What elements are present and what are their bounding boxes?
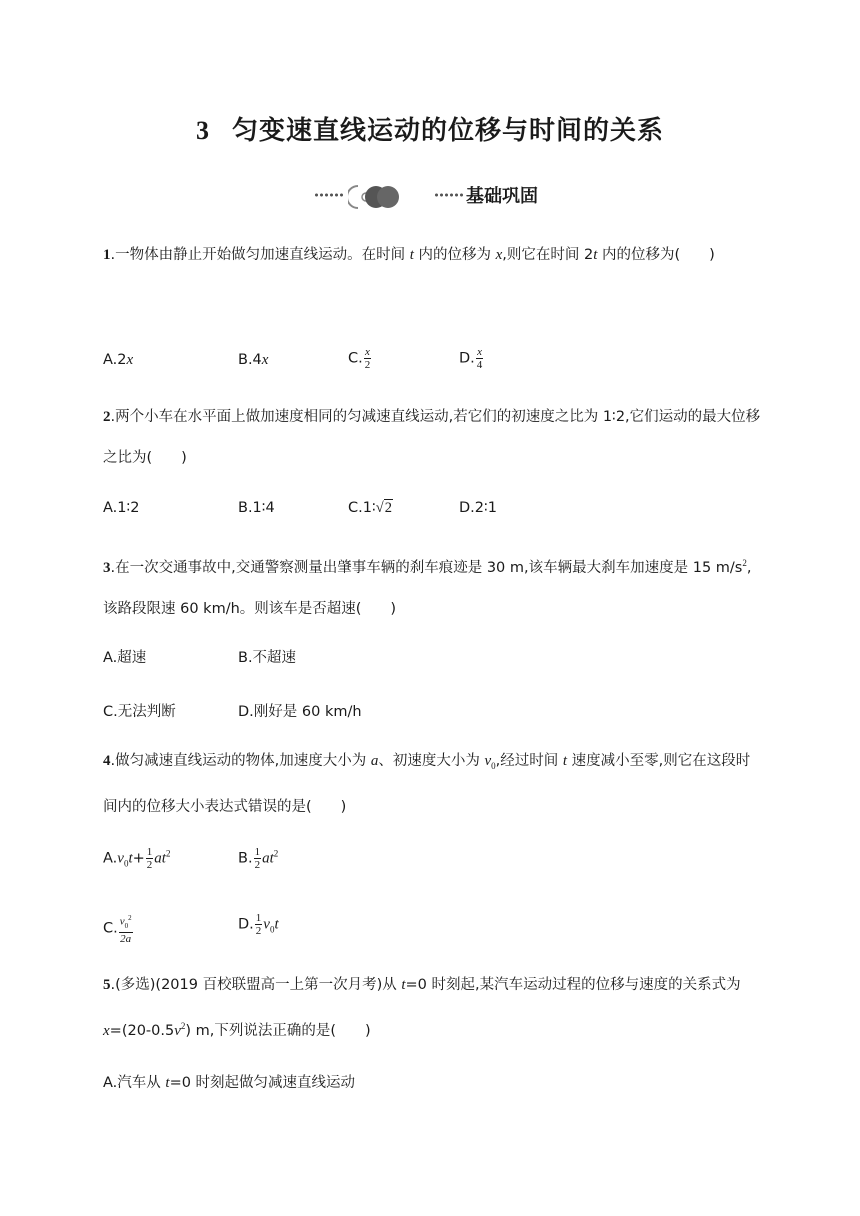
question-number: 3	[103, 559, 111, 576]
question-text: .(多选)(2019 百校联盟高一上第一次月考)从	[110, 977, 402, 993]
superscript: 2	[165, 848, 171, 859]
superscript: 2	[742, 558, 747, 568]
math-var: at	[262, 850, 274, 867]
option-label: C.	[103, 920, 118, 937]
option-c	[348, 346, 372, 371]
option-b	[238, 846, 278, 871]
fraction-denominator: 2	[146, 859, 153, 871]
question-text: ,该路段限速 60 km/h。则该车是否超速( )	[103, 559, 752, 617]
question-text: .两个小车在水平面上做加速度相同的匀减速直线运动,若它们的初速度之比为 1∶2,它们运动的最大位移之比为( )	[103, 409, 761, 466]
fraction	[254, 846, 262, 871]
option-c	[348, 500, 393, 517]
option-d: D.刚好是 60 km/h	[238, 704, 362, 720]
question-text: .一物体由静止开始做匀加速直线运动。在时间	[110, 247, 410, 263]
math-var: at	[154, 850, 166, 867]
math-var: t	[562, 753, 567, 769]
double-circle-icon	[348, 182, 400, 210]
option-c: C.无法判断	[103, 704, 176, 720]
math-var: t	[165, 1075, 170, 1091]
fraction-denominator: 2	[364, 359, 371, 371]
math-var: v	[174, 1022, 181, 1039]
math-var: t	[128, 850, 133, 867]
option-b	[238, 352, 268, 369]
fraction	[146, 846, 154, 871]
superscript: 2	[273, 848, 279, 859]
question-5	[103, 965, 763, 1052]
fraction	[119, 912, 133, 945]
fraction-numerator: 1	[254, 846, 261, 858]
question-text: 、初速度大小为	[378, 753, 485, 769]
option-c	[103, 912, 134, 945]
fraction-numerator	[119, 912, 133, 933]
math-var: x	[126, 352, 134, 368]
option-a: A.1∶2	[103, 500, 140, 516]
fraction-denominator: 2	[255, 925, 262, 937]
question-text: 速度减小至零,则它在这段时间内的位移大小表达式错误的是( )	[103, 753, 751, 815]
math-var: a	[370, 753, 379, 769]
fraction-denominator: 2a	[120, 932, 132, 945]
page-title	[0, 110, 860, 147]
math-var: v	[119, 915, 125, 928]
subscript: 0	[123, 858, 129, 869]
option-label: D.	[238, 916, 254, 933]
question-text: 内的位移为( )	[597, 247, 715, 263]
question-number: 1	[103, 247, 111, 263]
question-1	[103, 235, 763, 276]
radicand: 2	[384, 500, 392, 516]
math-var: t	[274, 916, 279, 933]
question-number: 2	[103, 409, 111, 425]
option-label: B.4	[238, 352, 262, 368]
option-b: B.1∶4	[238, 500, 275, 516]
superscript: 2	[128, 914, 132, 922]
option-a	[103, 846, 170, 871]
subscript: 0	[491, 760, 496, 771]
dots-right-decoration	[434, 193, 464, 197]
option-a	[103, 1071, 355, 1092]
question-3	[103, 543, 763, 630]
option-label: D.	[459, 350, 475, 367]
math-var: t	[593, 247, 598, 263]
math-var: x	[261, 352, 269, 368]
math-var: v	[484, 753, 492, 769]
dots-left-decoration	[314, 193, 344, 197]
math-var: x	[103, 1022, 110, 1039]
question-text: ) m,下列说法正确的是( )	[185, 1022, 371, 1039]
math-var: v	[117, 850, 124, 867]
math-var: t	[401, 977, 406, 993]
option-b: B.不超速	[238, 650, 297, 666]
fraction	[255, 912, 263, 937]
title-text: 匀变速直线运动的位移与时间的关系	[231, 116, 664, 146]
option-a	[103, 352, 133, 369]
fraction	[476, 346, 484, 371]
question-text: =(20-0.5	[109, 1022, 175, 1039]
math-var: v	[263, 916, 270, 933]
question-2	[103, 397, 763, 479]
question-text: 内的位移为	[413, 247, 496, 263]
fraction-denominator: 2	[254, 859, 261, 871]
fraction	[364, 346, 372, 371]
question-number: 4	[103, 753, 111, 769]
question-4	[103, 741, 763, 828]
option-label: B.	[238, 850, 253, 867]
fraction-denominator: 4	[476, 359, 483, 371]
fraction-numerator: x	[477, 346, 482, 358]
question-text: .做匀减速直线运动的物体,加速度大小为	[110, 753, 371, 769]
option-d	[238, 912, 279, 937]
fraction-numerator: 1	[255, 912, 262, 924]
option-a: A.超速	[103, 650, 147, 666]
question-text: .在一次交通事故中,交通警察测量出肇事车辆的刹车痕迹是 30 m,该车辆最大刹车加速度是 15 m/s	[110, 559, 743, 576]
option-d	[459, 346, 484, 371]
question-text: ,经过时间	[495, 753, 563, 769]
option-d: D.2∶1	[459, 500, 497, 516]
fraction-numerator: 1	[146, 846, 153, 858]
math-var: x	[495, 247, 503, 263]
option-text: =0 时刻起做匀减速直线运动	[169, 1075, 356, 1091]
option-label: C.1∶	[348, 500, 376, 516]
plus-sign: +	[132, 850, 145, 867]
question-number: 5	[103, 977, 111, 993]
option-label: C.	[348, 350, 363, 367]
subscript: 0	[269, 924, 275, 935]
option-label: A.2	[103, 352, 127, 368]
section-label: 基础巩固	[466, 186, 538, 207]
option-label: A.	[103, 850, 118, 867]
fraction-numerator: x	[365, 346, 370, 358]
option-label: A.汽车从	[103, 1075, 166, 1091]
title-number: 3	[195, 116, 210, 145]
section-header	[0, 180, 860, 212]
superscript: 2	[180, 1021, 186, 1031]
question-text: =0 时刻起,某汽车运动过程的位移与速度的关系式为	[405, 977, 741, 993]
square-root: √2	[375, 500, 392, 516]
math-var: t	[409, 247, 414, 263]
question-text: ,则它在时间 2	[502, 247, 594, 263]
subscript: 0	[124, 921, 129, 930]
